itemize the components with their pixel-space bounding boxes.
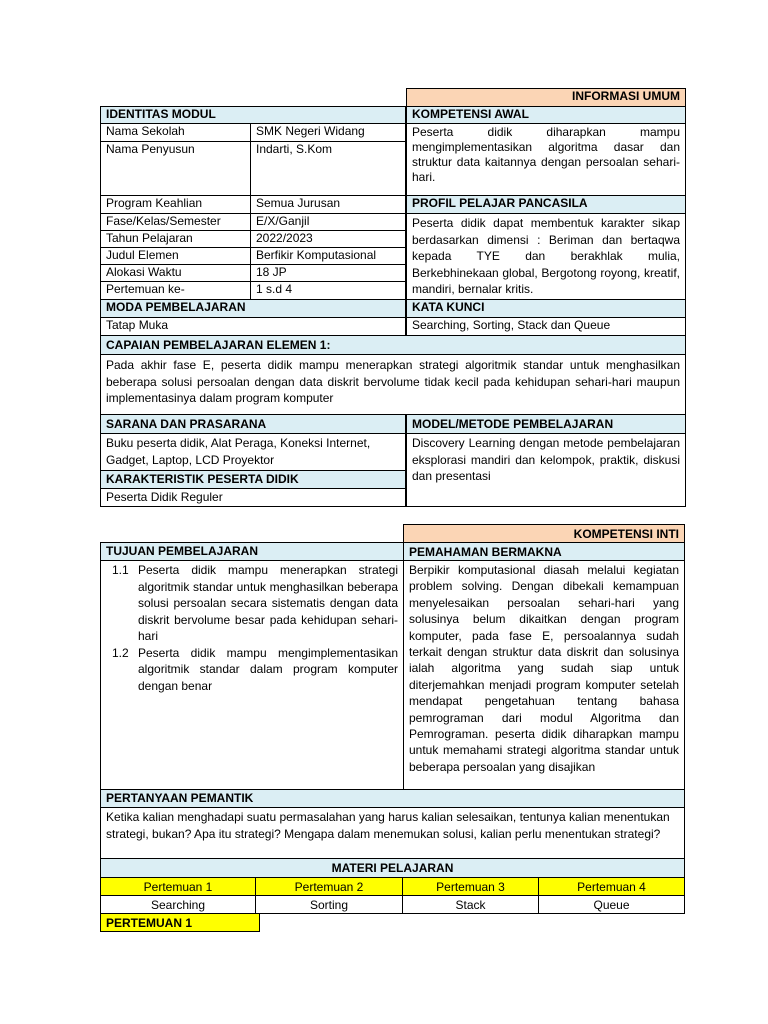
profil-pancasila-header: PROFIL PELAJAR PANCASILA — [406, 195, 686, 214]
identitas-label: Nama Sekolah — [100, 123, 251, 142]
identitas-label: Tahun Pelajaran — [100, 230, 251, 248]
identitas-label: Nama Penyusun — [100, 141, 251, 196]
meeting-topic: Stack — [402, 895, 539, 914]
model-text: Discovery Learning dengan metode pembelajaran eksplorasi mandiri dan kelompok, praktik, diskusi dan presentasi — [406, 433, 686, 507]
pertanyaan-header: PERTANYAAN PEMANTIK — [100, 789, 685, 808]
model-header: MODEL/METODE PEMBELAJARAN — [406, 414, 686, 434]
list-item — [106, 562, 398, 645]
identitas-value: 2022/2023 — [250, 230, 406, 248]
meeting-label: Pertemuan 1 — [100, 877, 256, 896]
sarana-header: SARANA DAN PRASARANA — [100, 414, 406, 434]
meeting-topic: Queue — [538, 895, 685, 914]
capaian-header: CAPAIAN PEMBELAJARAN ELEMEN 1: — [100, 335, 686, 355]
identitas-value: SMK Negeri Widang — [250, 123, 406, 142]
item-number: 1.2 — [112, 645, 129, 660]
karakteristik-header: KARAKTERISTIK PESERTA DIDIK — [100, 470, 406, 489]
item-number: 1.1 — [112, 563, 129, 577]
meeting-label: Pertemuan 2 — [255, 877, 403, 896]
moda-header: MODA PEMBELAJARAN — [100, 299, 406, 318]
identitas-modul-header: IDENTITAS MODUL — [100, 106, 406, 124]
meeting-label: Pertemuan 4 — [538, 877, 685, 896]
profil-pancasila-text: Peserta didik dapat membentuk karakter sikap berdasarkan dimensi : Beriman dan bertaqwa kepada TYE dan berakhlak mulia, Berkebhinekaan global, Bergotong royong, kreatif, mandiri, bernalar kritis. — [406, 213, 686, 300]
identitas-value: 18 JP — [250, 264, 406, 282]
capaian-text: Pada akhir fase E, peserta didik mampu menerapkan strategi algoritmik standar untuk menghasilkan beberapa solusi persoalan dengan data diskrit bervolume tidak kecil pada kehidupan sehari-hari maupun implementasinya dalam program komputer — [100, 354, 686, 415]
kata-kunci-header: KATA KUNCI — [406, 299, 686, 318]
meeting-label: Pertemuan 3 — [402, 877, 539, 896]
materi-header: MATERI PELAJARAN — [100, 858, 685, 878]
sarana-text: Buku peserta didik, Alat Peraga, Koneksi Internet, Gadget, Laptop, LCD Proyektor — [100, 433, 406, 471]
identitas-label: Pertemuan ke- — [100, 281, 251, 300]
identitas-label: Fase/Kelas/Semester — [100, 213, 251, 231]
identitas-value: 1 s.d 4 — [250, 281, 406, 300]
identitas-value: Indarti, S.Kom — [250, 141, 406, 196]
karakteristik-value: Peserta Didik Reguler — [100, 488, 406, 507]
kompetensi-awal-header: KOMPETENSI AWAL — [406, 106, 686, 124]
item-text: Peserta didik mampu mengimplementasikan algoritmik standar dalam program komputer dengan benar — [138, 645, 398, 693]
kompetensi-inti-header: KOMPETENSI INTI — [403, 524, 685, 543]
pertemuan-1-header: PERTEMUAN 1 — [100, 913, 260, 932]
identitas-label: Alokasi Waktu — [100, 264, 251, 282]
identitas-value: Semua Jurusan — [250, 195, 406, 214]
meeting-topic: Sorting — [255, 895, 403, 914]
pemahaman-header: PEMAHAMAN BERMAKNA — [403, 542, 685, 561]
kata-kunci-value: Searching, Sorting, Stack dan Queue — [406, 317, 686, 336]
identitas-label: Judul Elemen — [100, 247, 251, 265]
tujuan-header: TUJUAN PEMBELAJARAN — [100, 542, 404, 561]
item-text: Peserta didik mampu menerapkan strategi algoritmik standar untuk menghasilkan beberapa solusi persoalan secara sistematis dengan data diskrit bervolume besar pada kehidupan sehari-hari — [138, 563, 398, 643]
identitas-value: E/X/Ganjil — [250, 213, 406, 231]
informasi-umum-header: INFORMASI UMUM — [406, 88, 686, 107]
identitas-label: Program Keahlian — [100, 195, 251, 214]
pertanyaan-text: Ketika kalian menghadapi suatu permasalahan yang harus kalian selesaikan, tentunya kalian menentukan strategi, bukan? Apa itu strategi? Mengapa dalam menemukan solusi, kalian perlu menentukan strategi? — [100, 807, 685, 859]
moda-value: Tatap Muka — [100, 317, 406, 336]
kompetensi-awal-text: Peserta didik diharapkan mampu mengimplementasikan algoritma dasar dan struktur data kaitannya dengan persoalan sehari-hari. — [406, 123, 686, 196]
pemahaman-text: Berpikir komputasional diasah melalui kegiatan problem solving. Dengan dibekali kemampuan menyelesaikan persoalan sehari-hari yang solusinya belum dikaitkan dengan program komputer, pada fase E, persoalannya sudah terkait dengan struktur data diskrit dan solusinya ialah algoritma yang sudah siap untuk diterjemahkan menjadi program komputer setelah mendapat pengetahuan tentang bahasa pemrograman dari modul Algoritma dan Pemrograman. peserta didik diharapkan mampu untuk memahami strategi algoritma standar untuk beberapa persoalan yang disajikan — [403, 560, 685, 790]
list-item — [106, 645, 398, 695]
tujuan-list — [100, 560, 404, 790]
meeting-topic: Searching — [100, 895, 256, 914]
identitas-value: Berfikir Komputasional — [250, 247, 406, 265]
